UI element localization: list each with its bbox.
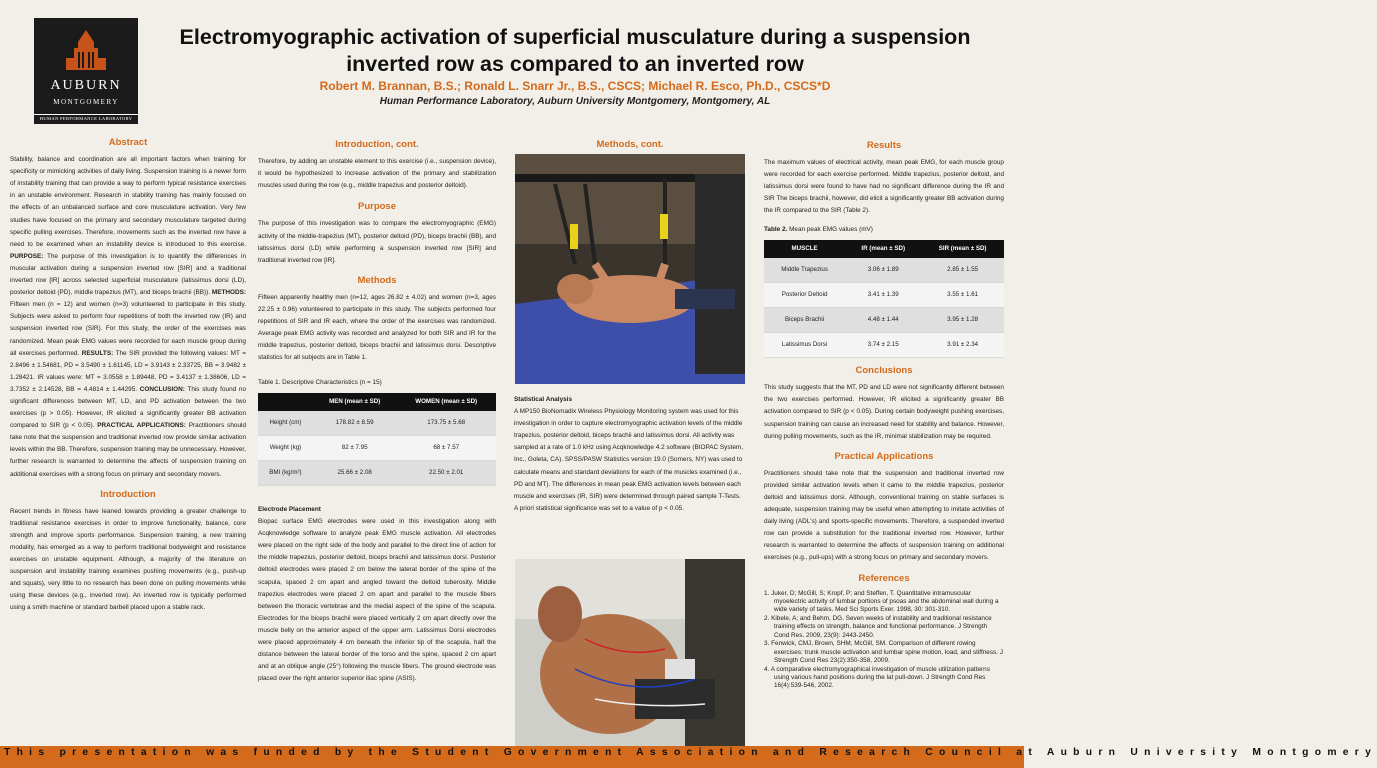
- results-heading: Results: [866, 140, 902, 151]
- table-row: Posterior Deltoid 3.41 ± 1.39 3.55 ± 1.61: [764, 282, 1004, 307]
- practical-body: Practitioners should take note that the suspension and traditional inverted row provided similar activation levels when it came to the middle trapezius, posterior deltoid and latissimus dorsi. Although, conventional training on stable surfaces is adequate, suspension training may be useful when attempting to imitate activities of daily living (ADL's) and sports-specific movements. Therefore, a suspended inverted row can provide a substitution for the traditional inverted row. However, further research is warranted to determine the affects of suspension training on additional exercises (e.g., pull-ups) with a strong focus on primary and secondary movers.: [764, 469, 1004, 562]
- photo-suspension-row: [515, 154, 745, 384]
- list-item: 2. Kibele, A; and Behm, DG. Seven weeks of instability and traditional resistance training effects on strength, balance and functional performance. J Strength Cond Res. 2009, 23(9): 2443-2450.: [764, 615, 992, 639]
- table-row: Middle Trapezius 3.06 ± 1.89 2.85 ± 1.55: [764, 258, 1004, 283]
- table1-header: MEN (mean ± SD): [313, 393, 396, 411]
- methods-cont-heading: Methods, cont.: [596, 139, 664, 150]
- logo-campus: MONTGOMERY: [53, 98, 119, 106]
- photo-electrode-placement: [515, 559, 745, 768]
- abstract-heading: Abstract: [108, 137, 148, 148]
- abstract-body: Stability, balance and coordination are all important factors when training for specificity or mimicking activities of daily living. Suspension training is a newer form of instability training that can provide a way to perform typical resistance exercises in an unstable environment. Research in stability training has mainly focused on the effects of an unbalanced surface and core musculature activation. Very few studies have focused on the primary and secondary musculature targeted during specific pulling exercises. Therefore, movements such as the inverted row have a need to be examined when an instability device is introduced to this exercise. PURPOSE: The purpose of this investigation is to quantify the differences in muscular activation during a suspension inverted row [SIR] and a traditional inverted row [IR] across selected superficial musculature (latissimus dorsi (LD), posterior deltoid (PD), middle trapezius (MT), and biceps brachii (BB)). METHODS: Fifteen men (n = 12) and women (n=3) volunteered to participate in this study. Subjects were asked to perform four repetitions of both the inverted row (IR) and suspension inverted row (SIR). For this study, the order of the exercises was randomized. Mean peak EMG values were recorded for each muscle group during all exercises performed. RESULTS: The SIR provided the following values: MT = 2.8496 ± 1.54681, PD = 3.5490 ± 1.61145, LD = 3.9143 ± 2.33725, BB = 3.9482 ± 1.28421. IR values were: MT = 3.0558 ± 1.89448, PD = 3.4137 ± 1.38606, LD = 3.7352 ± 2.14528, BB = 4.4814 ± 1.44295. CONCLUSION: This study found no significant differences between MT, LD, and PD activation between the two exercises (p > 0.05). However, IR elicited a significantly greater BB activation compared to SIR (p < 0.05). PRACTICAL APPLICATIONS: Practitioners should take note that the suspension and traditional inverted row provide similar activation levels within the BB. Therefore, suspension training may be unnecessary. However, further research is warranted to determine the affects of suspension training on additional exercises with a strong focus on primary and secondary movers.: [10, 156, 246, 478]
- purpose-body: The purpose of this investigation was to compare the electromyographic (EMG) activity of the middle-trapezius (MT), posterior deltoid (PD), biceps brachii (BB), and latissimus dorsi (LD) while performing a suspension inverted row [SIR] and traditional inverted row [IR].: [258, 220, 496, 264]
- table-descriptive: [258, 393, 496, 486]
- introduction-heading: Introduction: [100, 488, 156, 500]
- introduction-body: Recent trends in fitness have leaned towards providing a greater challenge to traditional resistance exercises in order to improve functionality, balance, core strength and improve sports performance. Suspension training, a new training modality, has emerged as a way to perform traditional bodyweight and resistance exercises on unstable equipment. Although, a majority of the literature on suspension and instability training examines pushing movements (e.g., push-up and squats), very little to no research has been done on pulling movements while using these devices (e.g., inverted row). An inverted row is typically performed using a smith machine or standard barbell placed upon a stable rack.: [10, 507, 246, 612]
- column-stats: [514, 394, 746, 515]
- table2-header: IR (mean ± SD): [845, 240, 921, 258]
- table2-header: MUSCLE: [764, 240, 845, 258]
- stats-body: A MP150 BioNomadix Wireless Physiology Monitoring system was used for this investigation in order to capture electromyographic activation levels of the middle trapezius, posterior deltoid, biceps brachii and latissimus dorsi. All activity was sampled at a rate of 1.0 kHz using Acqknowledge 4.2 software (BIOPAC System, Inc., Goleta, CA). SPSS/PASW Statistics version 19.0 (Somers, NY) was used to calculate means and standard deviations for each of the muscles examined (i.e., PD and MT). The differences in mean peak EMG activation levels between each muscle and exercises (IR, SIR) were determined through paired sample T-Tests. A priori statistical significance was set to a value of p < 0.05.: [514, 408, 743, 512]
- table-row: Biceps Brachii 4.48 ± 1.44 3.95 ± 1.28: [764, 307, 1004, 332]
- table-row: Height (cm) 178.82 ± 8.59 173.75 ± 5.68: [258, 411, 496, 436]
- references-heading: References: [858, 572, 910, 584]
- table-row: Latissimus Dorsi 3.74 ± 2.15 3.91 ± 2.34: [764, 333, 1004, 358]
- reference-list: [764, 590, 1004, 691]
- intro-cont-body: Therefore, by adding an unstable element to this exercise (i.e., suspension device), it would be hypothesized to increase activation of the primary and stabilization muscles used during the row (e.g., middle trapezius and posterior deltoid).: [258, 158, 496, 190]
- funding-footer: This presentation was funded by the Student Government Association and Research Council at Auburn University Montgomery: [0, 746, 1024, 768]
- table-row: Weight (kg) 82 ± 7.95 68 ± 7.57: [258, 435, 496, 460]
- table-emg: [764, 240, 1004, 358]
- poster-affiliation: Human Performance Laboratory, Auburn University Montgomery, Montgomery, AL: [379, 96, 771, 107]
- poster-authors: Robert M. Brannan, B.S.; Ronald L. Snarr Jr., B.S., CSCS; Michael R. Esco, Ph.D., CSCS*D: [319, 79, 831, 93]
- list-item: 4. A comparative electromyographical investigation of muscle utilization patterns using various hand positions during the lat pull-down. J Strength Cond Res 16(4):539-546, 2002.: [764, 665, 990, 690]
- column-intro-methods: [258, 137, 496, 685]
- conclusions-body: This study suggests that the MT, PD and LD were not significantly different between the two exercises performed. However, IR elicited a significantly greater BB activation compared to SIR (p < 0.05). During certain bodyweight pushing exercises, suspension training can cause an increased need for stability and balance. However, during pulling movements, such as the IR, minimal stabilization may be required.: [764, 384, 1004, 440]
- methods-heading: Methods: [357, 274, 397, 286]
- electrode-body: Biopac surface EMG electrodes were used in this investigation along with Acqknowledge software to analyze peak EMG muscle activation. All electrodes were placed on the right side of the body and parallel to the direct line of action for the middle trapezius, posterior deltoid, biceps brachii and latissimus dorsi. Posterior deltoid electrodes were placed 2 cm below the lateral border of the spine of the scapula, spaced 2 cm apart and angled toward the deltoid tuberosity. Middle trapezius electrodes were placed 2 cm apart and parallel to the muscle fibers between the thoracic vertebrae and the medial aspect of the spine of the scapula. Electrodes for the biceps brachii were placed vertically 2 cm apart directly over the muscle belly on the anterior aspect of the upper arm. Latissimus Dorsi electrodes were placed approximately 4 cm beneath the inferior tip of the scapula, half the distance between the lateral border of the torso and the spine, spaced 2 cm apart and at an oblique angle (25°) following the muscle fibers. The ground electrode was placed over the right anterior superior iliac spine (ASIS).: [258, 518, 496, 683]
- table2-caption: Table 2. Mean peak EMG values (mV): [764, 225, 873, 233]
- table1-header: WOMEN (mean ± SD): [396, 393, 496, 411]
- table1-header: [258, 393, 313, 411]
- stats-heading: Statistical Analysis: [514, 396, 573, 403]
- intro-cont-heading: Introduction, cont.: [335, 139, 419, 150]
- practical-heading: Practical Applications: [834, 450, 934, 462]
- results-body: The maximum values of electrical activity, mean peak EMG, for each muscle group were recorded for each exercise performed. Middle trapezius, posterior deltoid, and latissimus dorsi were found to have had no significant difference during the IR and SIR The biceps brachii, however, did elicit a significantly greater BB activation during the IR compared to the SIR (Table 2).: [764, 159, 1004, 215]
- logo-lab: HUMAN PERFORMANCE LABORATORY: [34, 114, 138, 121]
- logo-name: AUBURN: [50, 78, 122, 93]
- university-logo: [34, 18, 138, 124]
- column-abstract: [10, 135, 246, 615]
- table2-header: SIR (mean ± SD): [921, 240, 1004, 258]
- list-item: 3. Fenwick, CMJ, Brown, SHM, McGill, SM. Comparison of different rowing exercises: trunk muscle activation and lumbar spine motion, load, and stiffness. J Strength Cond Res 23(2):350-358, 2009.: [764, 640, 1003, 664]
- table-row: BMI (kg/m²) 25.66 ± 2.08 22.50 ± 2.01: [258, 460, 496, 485]
- tower-icon: [64, 28, 108, 72]
- column-results: [764, 138, 1004, 691]
- electrode-heading: Electrode Placement: [258, 505, 321, 513]
- conclusions-heading: Conclusions: [855, 365, 913, 377]
- list-item: 1. Juker, D; McGill, S; Kropf, P; and Steffen, T. Quantitative intramuscular myoelectric activity of lumbar portions of psoas and the abdominal wall during a wide variety of tasks. Med Sci Sports Exer. 1998, 30: 301-310.: [764, 589, 999, 614]
- methods-body: Fifteen apparently healthy men (n=12, ages 26.82 ± 4.02) and women (n=3, ages 22.25 ± 0.96) volunteered to participate in this study. The subjects performed four repetitions of SIR and IR each, where the order of the exercises was randomized. Average peak EMG activity was recorded and analyzed for both SIR and IR for the middle trapezius, posterior deltoid, biceps brachii and latissimus dorsi. Descriptive statistics for all subjects are in Table 1.: [258, 293, 496, 362]
- table1-caption: Table 1. Descriptive Characteristics (n = 15): [258, 378, 382, 386]
- poster-title: Electromyographic activation of superficial musculature during a suspension inverted row as compared to an inverted row: [179, 25, 971, 76]
- purpose-heading: Purpose: [357, 201, 396, 213]
